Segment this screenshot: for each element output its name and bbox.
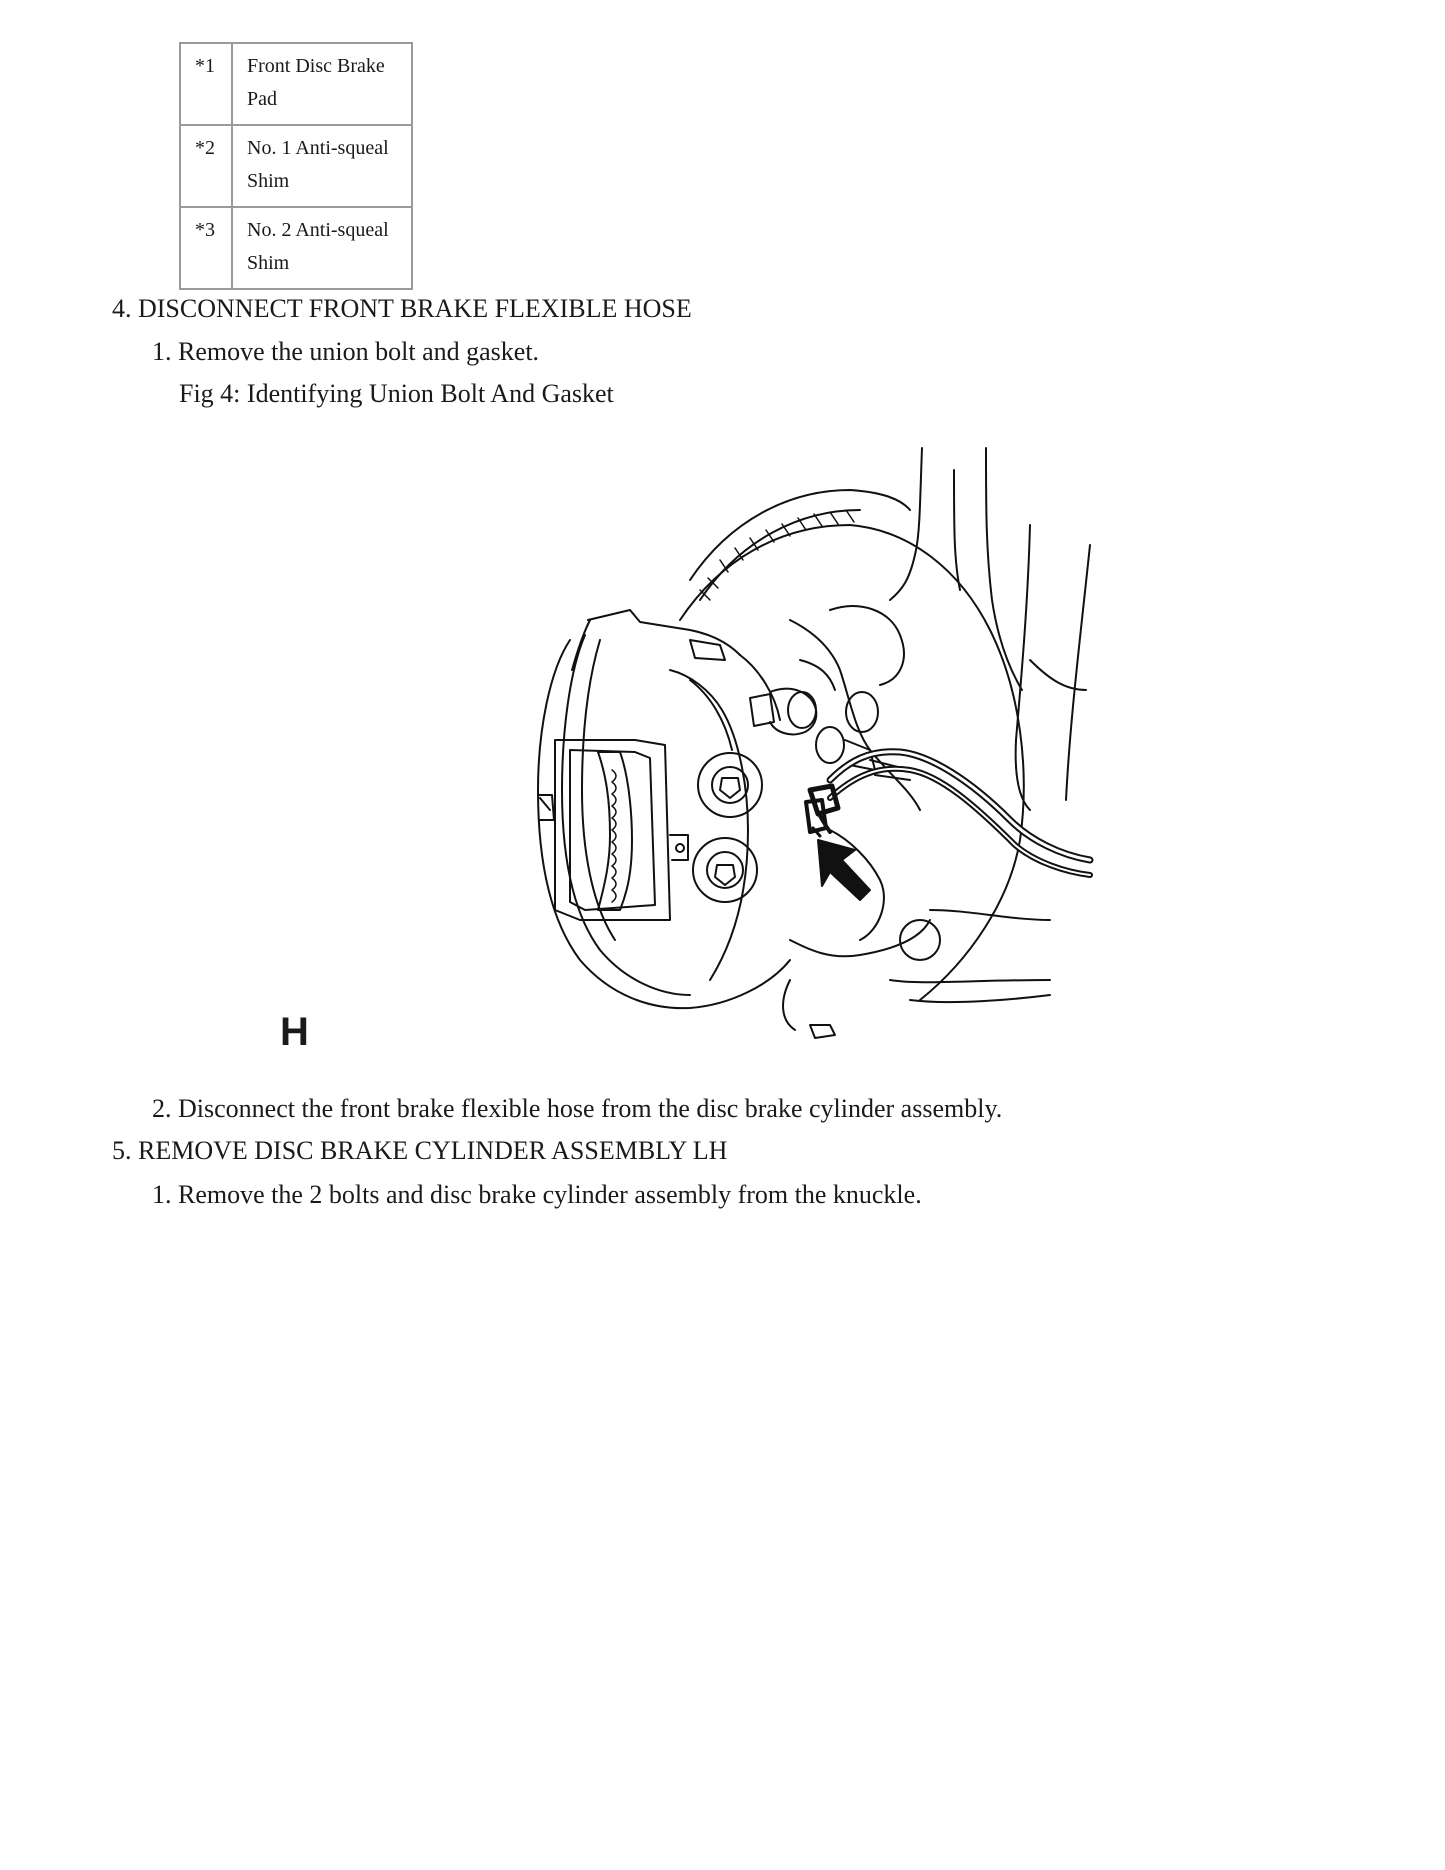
section-4-heading: 4. DISCONNECT FRONT BRAKE FLEXIBLE HOSE xyxy=(112,294,692,323)
part-description: No. 1 Anti-squeal Shim xyxy=(232,125,412,207)
part-code: *2 xyxy=(180,125,232,207)
part-code: *1 xyxy=(180,43,232,125)
figure-letter: H xyxy=(280,1010,309,1054)
section-4-step-2: 2. Disconnect the front brake flexible hose from the disc brake cylinder assembly. xyxy=(152,1094,1003,1123)
section-5-step-1: 1. Remove the 2 bolts and disc brake cylinder assembly from the knuckle. xyxy=(152,1180,922,1209)
figure-caption: Fig 4: Identifying Union Bolt And Gasket xyxy=(179,379,614,408)
parts-legend-table xyxy=(179,42,413,290)
part-description: Front Disc Brake Pad xyxy=(232,43,412,125)
section-4-step-1: 1. Remove the union bolt and gasket. xyxy=(152,337,540,366)
section-5-heading: 5. REMOVE DISC BRAKE CYLINDER ASSEMBLY LH xyxy=(112,1136,728,1165)
table-row xyxy=(180,207,412,289)
table-row xyxy=(180,43,412,125)
part-code: *3 xyxy=(180,207,232,289)
table-row xyxy=(180,125,412,207)
part-description: No. 2 Anti-squeal Shim xyxy=(232,207,412,289)
brake-caliper-illustration xyxy=(270,440,1120,1065)
